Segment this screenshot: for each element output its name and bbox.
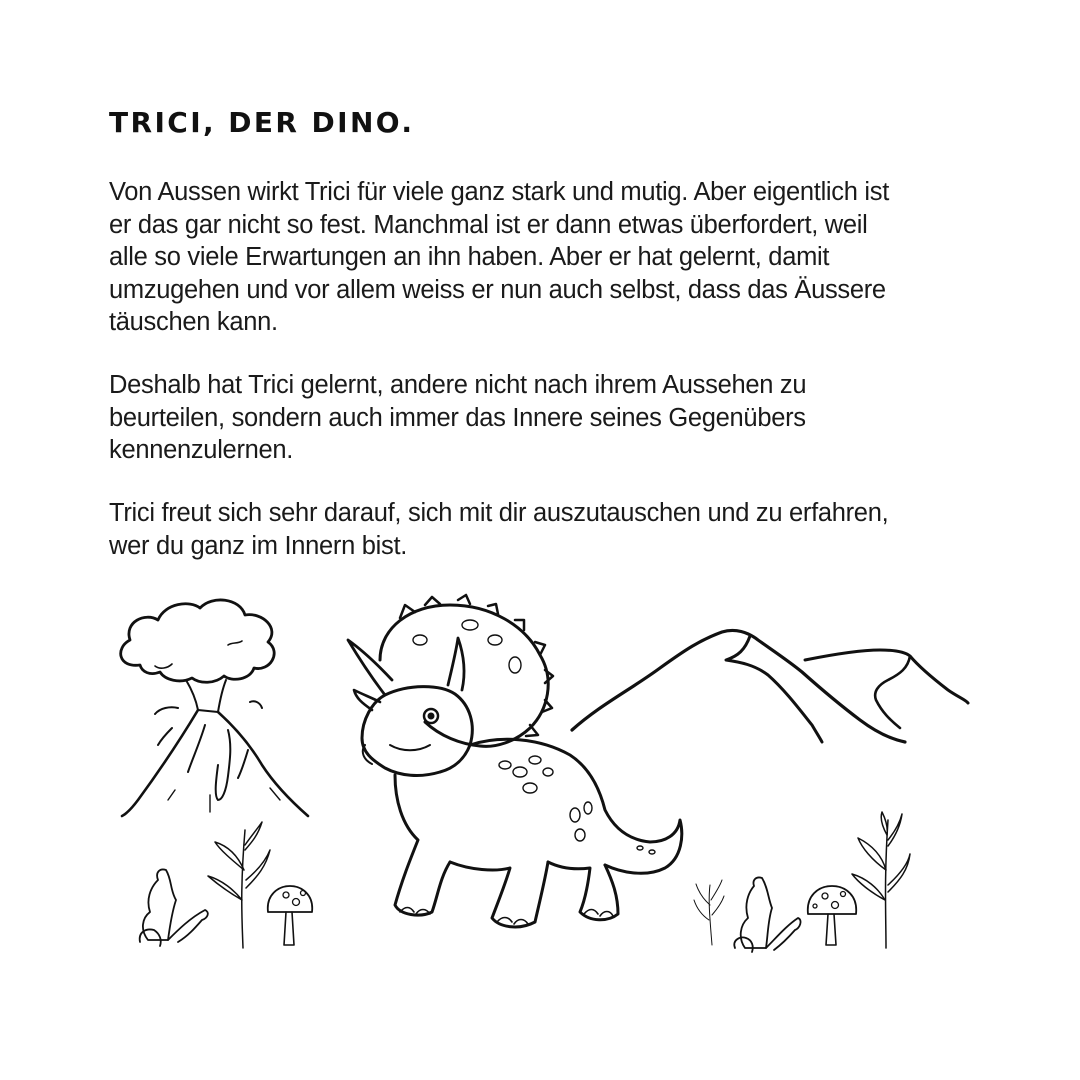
mushroom-icon bbox=[808, 886, 856, 945]
mushroom-icon bbox=[268, 886, 312, 945]
text-line: täuschen kann. bbox=[109, 308, 278, 337]
paragraph-intro bbox=[109, 176, 989, 339]
text-line: Deshalb hat Trici gelernt, andere nicht nach ihrem Aussehen zu bbox=[109, 371, 807, 399]
mountains-icon bbox=[572, 630, 968, 742]
paragraph-lesson bbox=[109, 369, 989, 467]
text-line: alle so viele Erwartungen an ihn haben. Aber er hat gelernt, damit bbox=[109, 243, 830, 272]
paragraph-invitation bbox=[109, 497, 989, 562]
text-line: umzugehen und vor allem weiss er nun auch selbst, dass das Äussere bbox=[109, 275, 886, 304]
volcano-icon bbox=[121, 600, 308, 816]
plant-icon bbox=[694, 877, 801, 952]
plant-icon bbox=[852, 812, 910, 948]
text-line: wer du ganz im Innern bist. bbox=[109, 531, 408, 560]
coloring-illustration bbox=[0, 590, 1080, 970]
text-line: beurteilen, sondern auch immer das Innere seines Gegenübers bbox=[109, 403, 806, 432]
text-line: Von Aussen wirkt Trici für viele ganz stark und mutig. Aber eigentlich ist bbox=[109, 178, 890, 206]
text-line: kennenzulernen. bbox=[109, 436, 294, 465]
text-line: Trici freut sich sehr darauf, sich mit dir auszutauschen und zu erfahren, bbox=[109, 499, 889, 527]
page-title: TRICI, DER DINO. bbox=[109, 106, 415, 139]
plant-icon bbox=[140, 822, 270, 948]
text-line: er das gar nicht so fest. Manchmal ist er dann etwas überfordert, weil bbox=[109, 210, 868, 239]
triceratops-icon bbox=[348, 595, 682, 927]
